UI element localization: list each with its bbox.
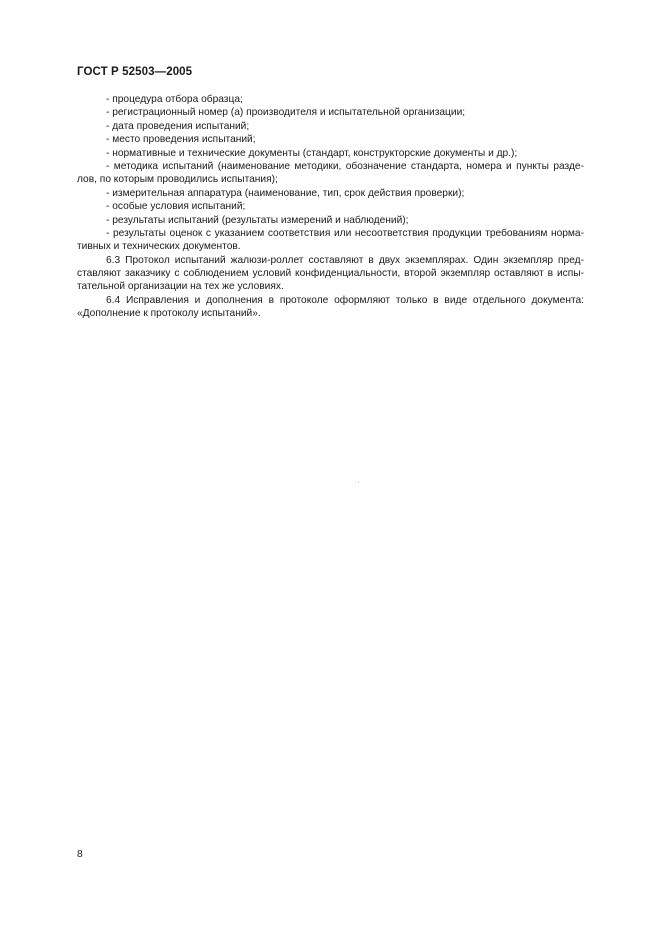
paragraph-6-3-line3: тательной организации на тех же условиях. bbox=[77, 281, 284, 293]
list-item: - регистрационный номер (а) производителя и испытательной организации; bbox=[106, 107, 466, 119]
paragraph-6-3-line2: ставляют заказчику с соблюдением условий конфиденциальности, второй экземпляр оставляют в испы- bbox=[77, 268, 584, 280]
paragraph-6-4-line2: «Дополнение к протоколу испытаний». bbox=[77, 308, 261, 320]
paragraph-6-3-line1: 6.3 Протокол испытаний жалюзи-роллет составляют в двух экземплярах. Один экземпляр пред- bbox=[106, 254, 584, 266]
document-body bbox=[77, 93, 584, 321]
page-number: 8 bbox=[77, 849, 83, 860]
paragraph-6-4-line1: 6.4 Исправления и дополнения в протоколе оформляют только в виде отдельного документа: bbox=[106, 294, 584, 306]
document-code-header: ГОСТ Р 52503—2005 bbox=[77, 66, 193, 78]
list-item-evaluation-line2: тивных и технических документов. bbox=[77, 241, 241, 253]
scan-speck bbox=[358, 482, 359, 483]
list-item: - результаты испытаний (результаты измерений и наблюдений); bbox=[106, 214, 409, 226]
list-item: - дата проведения испытаний; bbox=[106, 120, 250, 132]
list-item: - процедура отбора образца; bbox=[106, 94, 243, 105]
list-item-methodology-line1: - методика испытаний (наименование методики, обозначение стандарта, номера и пункты разде- bbox=[106, 160, 584, 172]
list-item-evaluation-line1: - результаты оценок с указанием соответствия или несоответствия продукции требованиям норма- bbox=[106, 227, 584, 239]
list-item: - особые условия испытаний; bbox=[106, 201, 246, 213]
list-item-methodology-line2: лов, по которым проводились испытания); bbox=[77, 174, 278, 186]
list-item: - нормативные и технические документы (стандарт, конструкторские документы и др.); bbox=[106, 147, 518, 159]
list-item: - измерительная аппаратура (наименование, тип, срок действия проверки); bbox=[106, 187, 465, 199]
list-item: - место проведения испытаний; bbox=[106, 134, 256, 146]
